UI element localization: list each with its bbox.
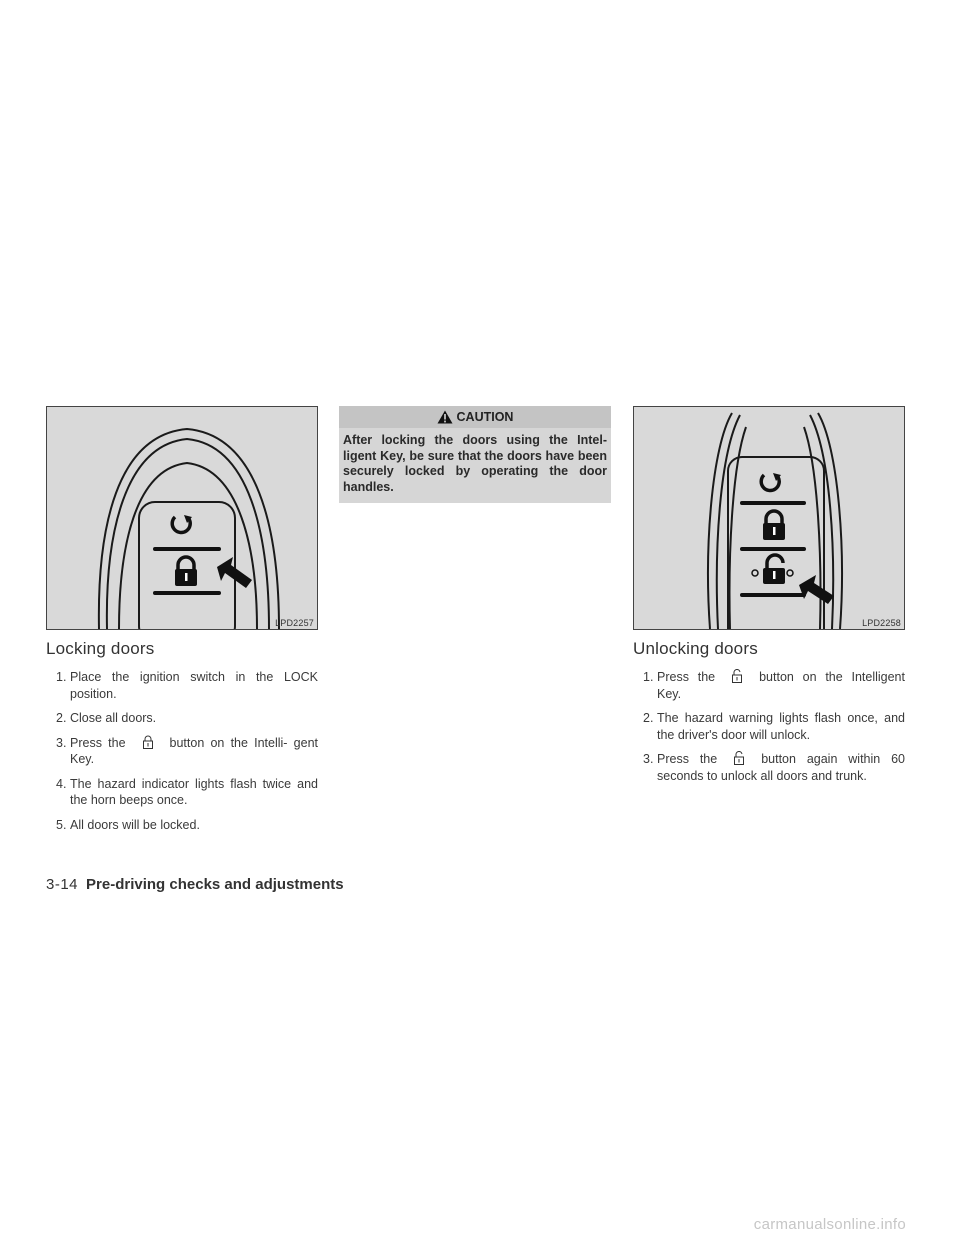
list-item: 3. Press the button on the Intelli- gent Key. (56, 735, 318, 766)
locking-steps (46, 669, 318, 833)
list-item: 3. Press the button again within 60 seconds to unlock all doors and trunk. (643, 752, 905, 783)
list-item: 2. The hazard warning lights flash once, and the driver's door will unlock. (643, 711, 905, 742)
list-item: 1. Press the button on the Intelligent Key. (643, 670, 905, 701)
caution-header (339, 406, 611, 428)
list-item: 1. Place the ignition switch in the LOCK position. (56, 670, 318, 701)
figure-label: LPD2258 (862, 618, 901, 628)
unlocking-doors-title: Unlocking doors (633, 639, 758, 658)
caution-text: After locking the doors using the Intel- ligent Key, be sure that the doors have been securely locked by operating the door handles. (343, 433, 607, 494)
warning-triangle-icon (437, 410, 453, 424)
unlock-icon (752, 555, 793, 584)
arrow-indicator (799, 575, 834, 604)
caution-column (339, 406, 611, 503)
lock-icon (175, 557, 197, 586)
list-item: 4. The hazard indicator lights flash twice and the horn beeps once. (56, 776, 318, 807)
caution-box (339, 406, 611, 503)
page-footer (46, 876, 344, 893)
locking-doors-title: Locking doors (46, 639, 155, 658)
watermark: carmanualsonline.info (753, 1216, 906, 1233)
list-item: 2. Close all doors. (56, 711, 157, 725)
unlocking-doors-column (633, 406, 905, 792)
lock-icon (763, 511, 785, 540)
unlock-key-figure (633, 406, 905, 630)
unlock-icon (717, 751, 761, 765)
lock-key-figure (46, 406, 318, 630)
page-number: 3-14 (46, 876, 79, 893)
caution-heading: CAUTION (456, 410, 514, 424)
intelligent-key-unlock-illustration (634, 407, 904, 629)
intelligent-key-lock-illustration (47, 407, 317, 629)
unlocking-steps (633, 669, 905, 784)
list-item: 5. All doors will be locked. (56, 817, 200, 832)
locking-doors-column (46, 406, 318, 841)
lock-icon (126, 735, 170, 749)
chapter-title: Pre-driving checks and adjustments (86, 876, 344, 893)
figure-label: LPD2257 (275, 618, 314, 628)
unlock-icon (715, 669, 759, 683)
